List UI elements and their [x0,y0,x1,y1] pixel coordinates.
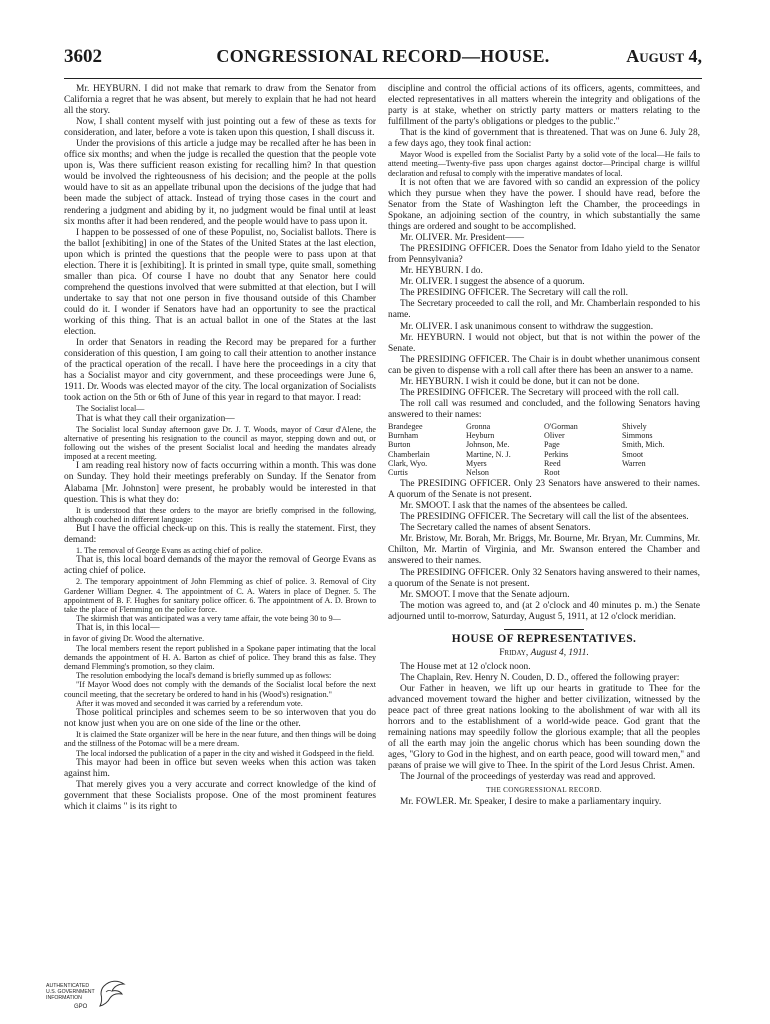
paragraph: Under the provisions of this article a judge may be recalled after he has been in office six months; and when the judge is recalled the question that the people vote upon is, Was there sufficient reason existing for recalling him? In that question would be involved the righteousness of his decision; and the people at the polls would have to sit as an appellate tribunal upon the decisions of the judge that had been made the subject of attack. Instead of trying those cases in the court and rendering a judgment and abiding by it, no judgment would be final until at least six months after it had been rendered, and the people would have to pass upon it. [64,139,376,227]
quoted-paragraph: The local indorsed the publication of a paper in the city and wished it Godspeed in the field. [76,748,375,758]
paragraph: Mr. SMOOT. I move that the Senate adjourn. [400,589,570,600]
house-date-text: August 4, 1911. [530,647,589,658]
paragraph: Our Father in heaven, we lift up our hearts in gratitude to Thee for the advanced movement toward the higher and better civilization, witnessed by the peace pact of three great nations looking to the abolishment of war with all its horrors and to the establishment of a world-wide peace. God grant that the remaining nations may speedily follow the glorious example; that all the peoples of all the earth may join the angelic chorus which has been sounding down the ages, "Glory to God in the highest, and on earth peace, good will toward men," and pæans of praise we will give to Thee. In the spirit of the Lord Jesus Christ. Amen. [388,683,700,772]
page-title: CONGRESSIONAL RECORD—HOUSE. [216,46,550,66]
paragraph: Now, I shall content myself with just pointing out a few of these as texts for consideration, and later, before a vote is taken upon this question, I shall discuss it. [64,117,376,139]
quoted-paragraph: The resolution embodying the local's demand is briefly summed up as follows: [76,671,332,681]
quoted-paragraph: The local members resent the report published in a Spokane paper intimating that the local demands the appointment of H. A. Barton as chief of police. They brand this as false. They demand Flemming's promotion, so they claim. [64,643,376,672]
paragraph: It is not often that we are favored with so candid an expression of the policy which they pursue when they have the power. I should have read, before the Senator from the State of Washington left the Chamber, the proceedings in Spokane, an adjoining section of the country, in which substantially the same things are ordered and sought to be accomplished. [388,177,700,233]
paragraph: Those political principles and schemes seem to be so interwoven that you do not know just when you are on one side of the line or the other. [64,708,376,730]
page-date: August 4, [626,46,702,66]
paragraph: The Secretary proceeded to call the roll, and Mr. Chamberlain responded to his name. [388,299,700,321]
paragraph: The PRESIDING OFFICER. Does the Senator from Idaho yield to the Senator from Pennsylvania? [388,244,700,266]
quoted-paragraph: It is claimed the State organizer will be here in the near future, and then things will be doing and the stillness of the Potomac will be a mere dream. [64,730,376,749]
paragraph: The PRESIDING OFFICER. The Chair is in doubt whether unanimous consent can be given to dispense with a roll call after there has been an answer to a name. [388,354,700,376]
senator-name: Brandegee [388,421,423,431]
paragraph: The PRESIDING OFFICER. The Secretary will call the roll. [400,288,628,299]
paragraph: Mr. HEYBURN. I do. [400,266,483,277]
journal-heading: THE CONGRESSIONAL RECORD. [486,786,602,795]
section-divider [504,629,584,630]
header-rule [64,78,702,79]
paragraph: The Journal of the proceedings of yesterday was read and approved. [400,772,656,783]
page-header [64,46,702,74]
paragraph: The PRESIDING OFFICER. Only 32 Senators having answered to their names, a quorum of the Senate is not present. [388,567,700,589]
senator-name: Clark, Wyo. [388,458,428,468]
quoted-paragraph: The skirmish that was anticipated was a very tame affair, the vote being 30 to 9— [76,614,341,624]
paragraph: But I have the official check-up on this. This is really the statement. First, they demand: [64,524,376,546]
senator-name: Gronna [466,421,491,431]
paragraph: The PRESIDING OFFICER. The Secretary will call the list of the absentees. [400,512,689,523]
paragraph: The House met at 12 o'clock noon. [400,661,531,672]
quoted-paragraph: After it was moved and seconded it was carried by a referendum vote. [76,698,303,708]
seal-mark: GPO [74,1004,88,1010]
senator-name: Curtis [388,467,408,477]
senator-name: Myers [466,458,487,468]
paragraph: The Chaplain, Rev. Henry N. Couden, D. D., offered the following prayer: [400,672,680,683]
senator-name: Page [544,440,560,450]
senator-name: Oliver [544,431,565,441]
paragraph: Mr. Bristow, Mr. Borah, Mr. Briggs, Mr. Bourne, Mr. Bryan, Mr. Cummins, Mr. Chilton, Mr. Martin of Virginia, and Mr. Swanson entered the Chamber and answered to their names. [388,534,700,567]
paragraph: The PRESIDING OFFICER. The Secretary will proceed with the roll call. [400,387,679,398]
senator-name [622,468,700,477]
house-heading: HOUSE OF REPRESENTATIVES. [451,632,637,645]
house-day: Friday, [499,647,529,658]
paragraph: I am reading real history now of facts occurring within a month. This was done on Sunday. They hold their meetings preferably on Sunday. If the Senator from Alabama [Mr. Johnston] were present, he probably would be interested in that question. This is what they do: [64,461,376,505]
final-paragraph: Mr. FOWLER. Mr. Speaker, I desire to make a parliamentary inquiry. [400,797,662,808]
house-proceedings [388,662,700,784]
paragraph: That is what they call their organization— [76,413,235,424]
seal-line-3: INFORMATION [46,995,82,1001]
senator-name: Shively [622,421,647,431]
senator-name: Johnson, Me. [466,440,510,450]
quoted-paragraph: "If Mayor Wood does not comply with the demands of the Socialist local before the next council meeting, that the secretary be ordered to hand in his (Wood's) resignation." [64,680,376,699]
paragraph: Mr. OLIVER. I suggest the absence of a quorum. [400,277,585,288]
senator-name: Smoot [622,449,644,459]
senator-name: Reed [544,458,561,468]
senate-adjournment [388,479,700,623]
quoted-paragraph: Mayor Wood is expelled from the Socialist Party by a solid vote of the local—He fails to attend meeting—Twenty-five pass upon charges against doctor—Principal charge is willful declaration and refusal to comply with the imperative mandates of local. [388,150,700,178]
left-column [64,84,376,960]
senator-name: Chamberlain [388,449,430,459]
paragraph: Mr. OLIVER. I ask unanimous consent to withdraw the suggestion. [400,321,654,332]
right-column [388,84,700,960]
senator-name: Perkins [544,449,569,459]
paragraph: Mr. SMOOT. I ask that the names of the absentees be called. [400,501,628,512]
paragraph: The motion was agreed to, and (at 2 o'clock and 40 minutes p. m.) the Senate adjourned until to-morrow, Saturday, August 5, 1911, at 12 o'clock meridian. [388,600,700,622]
quoted-paragraph: in favor of giving Dr. Wood the alternative. [64,634,205,644]
senator-name: Simmons [622,431,653,441]
senator-name: Warren [622,458,646,468]
senator-name: Burton [388,440,411,450]
senator-name: Heyburn [466,431,495,441]
quoted-paragraph: 2. The temporary appointment of John Flemming as chief of police. 3. Removal of City Gardener William Degner. 4. The appointment of C. A. Waters in place of Degner. 5. The appointment of B. F. Hughes for sanitary police officer. 6. The appointment of A. D. Brown to take the place of Flemming on the police force. [64,577,376,615]
paragraph: That is, in this local— [76,623,160,634]
paragraph: That is the kind of government that is threatened. That was on June 6. July 28, a few days ago, they took final action: [388,128,700,150]
gpo-seal [44,978,130,1012]
paragraph: The roll call was resumed and concluded, and the following Senators having answered to their names: [388,398,700,420]
paragraph: The Secretary called the names of absent Senators. [400,523,591,534]
paragraph: Mr. OLIVER. Mr. President—— [400,233,524,244]
senator-name: Burnham [388,431,419,441]
paragraph: That merely gives you a very accurate and correct knowledge of the kind of government that these Socialists propose. One of the most prominent features which it claims " is its right to [64,779,376,812]
paragraph: That is, this local board demands of the mayor the removal of George Evans as acting chief of police. [64,555,376,577]
quoted-paragraph: The Socialist local Sunday afternoon gave Dr. J. T. Woods, mayor of Cœur d'Alene, the alternative of presenting his resignation to the council as mayor, stepping down and out, or following out the wishes of the present Socialist local and heeding the mandates already imposed at a recent meeting. [64,424,376,462]
paragraph: Mr. HEYBURN. I did not make that remark to draw from the Senator from California a regret that he was absent, but merely to explain that he had not heard all the story. [64,84,376,117]
senator-name: Nelson [466,467,489,477]
paragraph: This mayor had been in office but seven weeks when this action was taken against him. [64,757,376,779]
seal-line-1: AUTHENTICATED [46,983,90,989]
senator-name: O'Gorman [544,421,578,431]
senate-proceedings [388,84,700,421]
paragraph: The PRESIDING OFFICER. Only 23 Senators have answered to their names. A quorum of the Senate is not present. [388,479,700,501]
quoted-paragraph: It is understood that these orders to the mayor are briefly comprised in the following, although couched in different language: [64,505,376,524]
senator-name: Smith, Mich. [622,440,665,450]
page-number: 3602 [64,46,102,67]
senator-name: Martine, N. J. [466,449,511,459]
seal-line-2: U.S. GOVERNMENT [46,989,95,995]
eagle-seal-icon [100,981,124,1006]
paragraph: In order that Senators in reading the Record may be prepared for a further consideration of this question, I am going to call their attention to another instance of the practical operation of the recall. I have here the proceedings in a city that has a Socialist mayor and city government, and these proceedings were June 6, 1911. Dr. Woods was elected mayor of the city. The local organization of Socialists took action on the 5th or 6th of June of this year in regard to that mayor. I read: [64,338,376,404]
paragraph: discipline and control the official actions of its officers, agents, committees, and elected representatives in all matters wherein the integrity and obligations of the party is at stake, whether on strictly party matters or matters relating to the fulfillment of the party's obligations or pledges to the public." [388,84,700,128]
house-date [388,648,700,659]
quoted-paragraph: 1. The removal of George Evans as acting chief of police. [76,546,263,556]
paragraph: Mr. HEYBURN. I would not object, but that is not within the power of the Senate. [388,332,700,354]
senator-name: Root [544,467,560,477]
quoted-paragraph: The Socialist local— [76,404,145,414]
roll-call-list [388,422,700,477]
paragraph: Mr. HEYBURN. I wish it could be done, but it can not be done. [400,376,640,387]
paragraph: I happen to be possessed of one of these Populist, no, Socialist ballots. There is the ballot [exhibiting] in one of the States of the United States at the last election, upon which is printed the questions that the people were to pass upon at that election. There it is [exhibiting]. It is printed in small type, quite small, something smaller than pica. Of course I have no doubt that any Senator here could comprehend the questions involved that were submitted at that election, but I will undertake to say that not one person in five thousand outside of this Chamber could do it. I wonder if Senators have had an opportunity to see the practical working of this thing. That is an actual ballot in one of the States at the last election. [64,227,376,338]
